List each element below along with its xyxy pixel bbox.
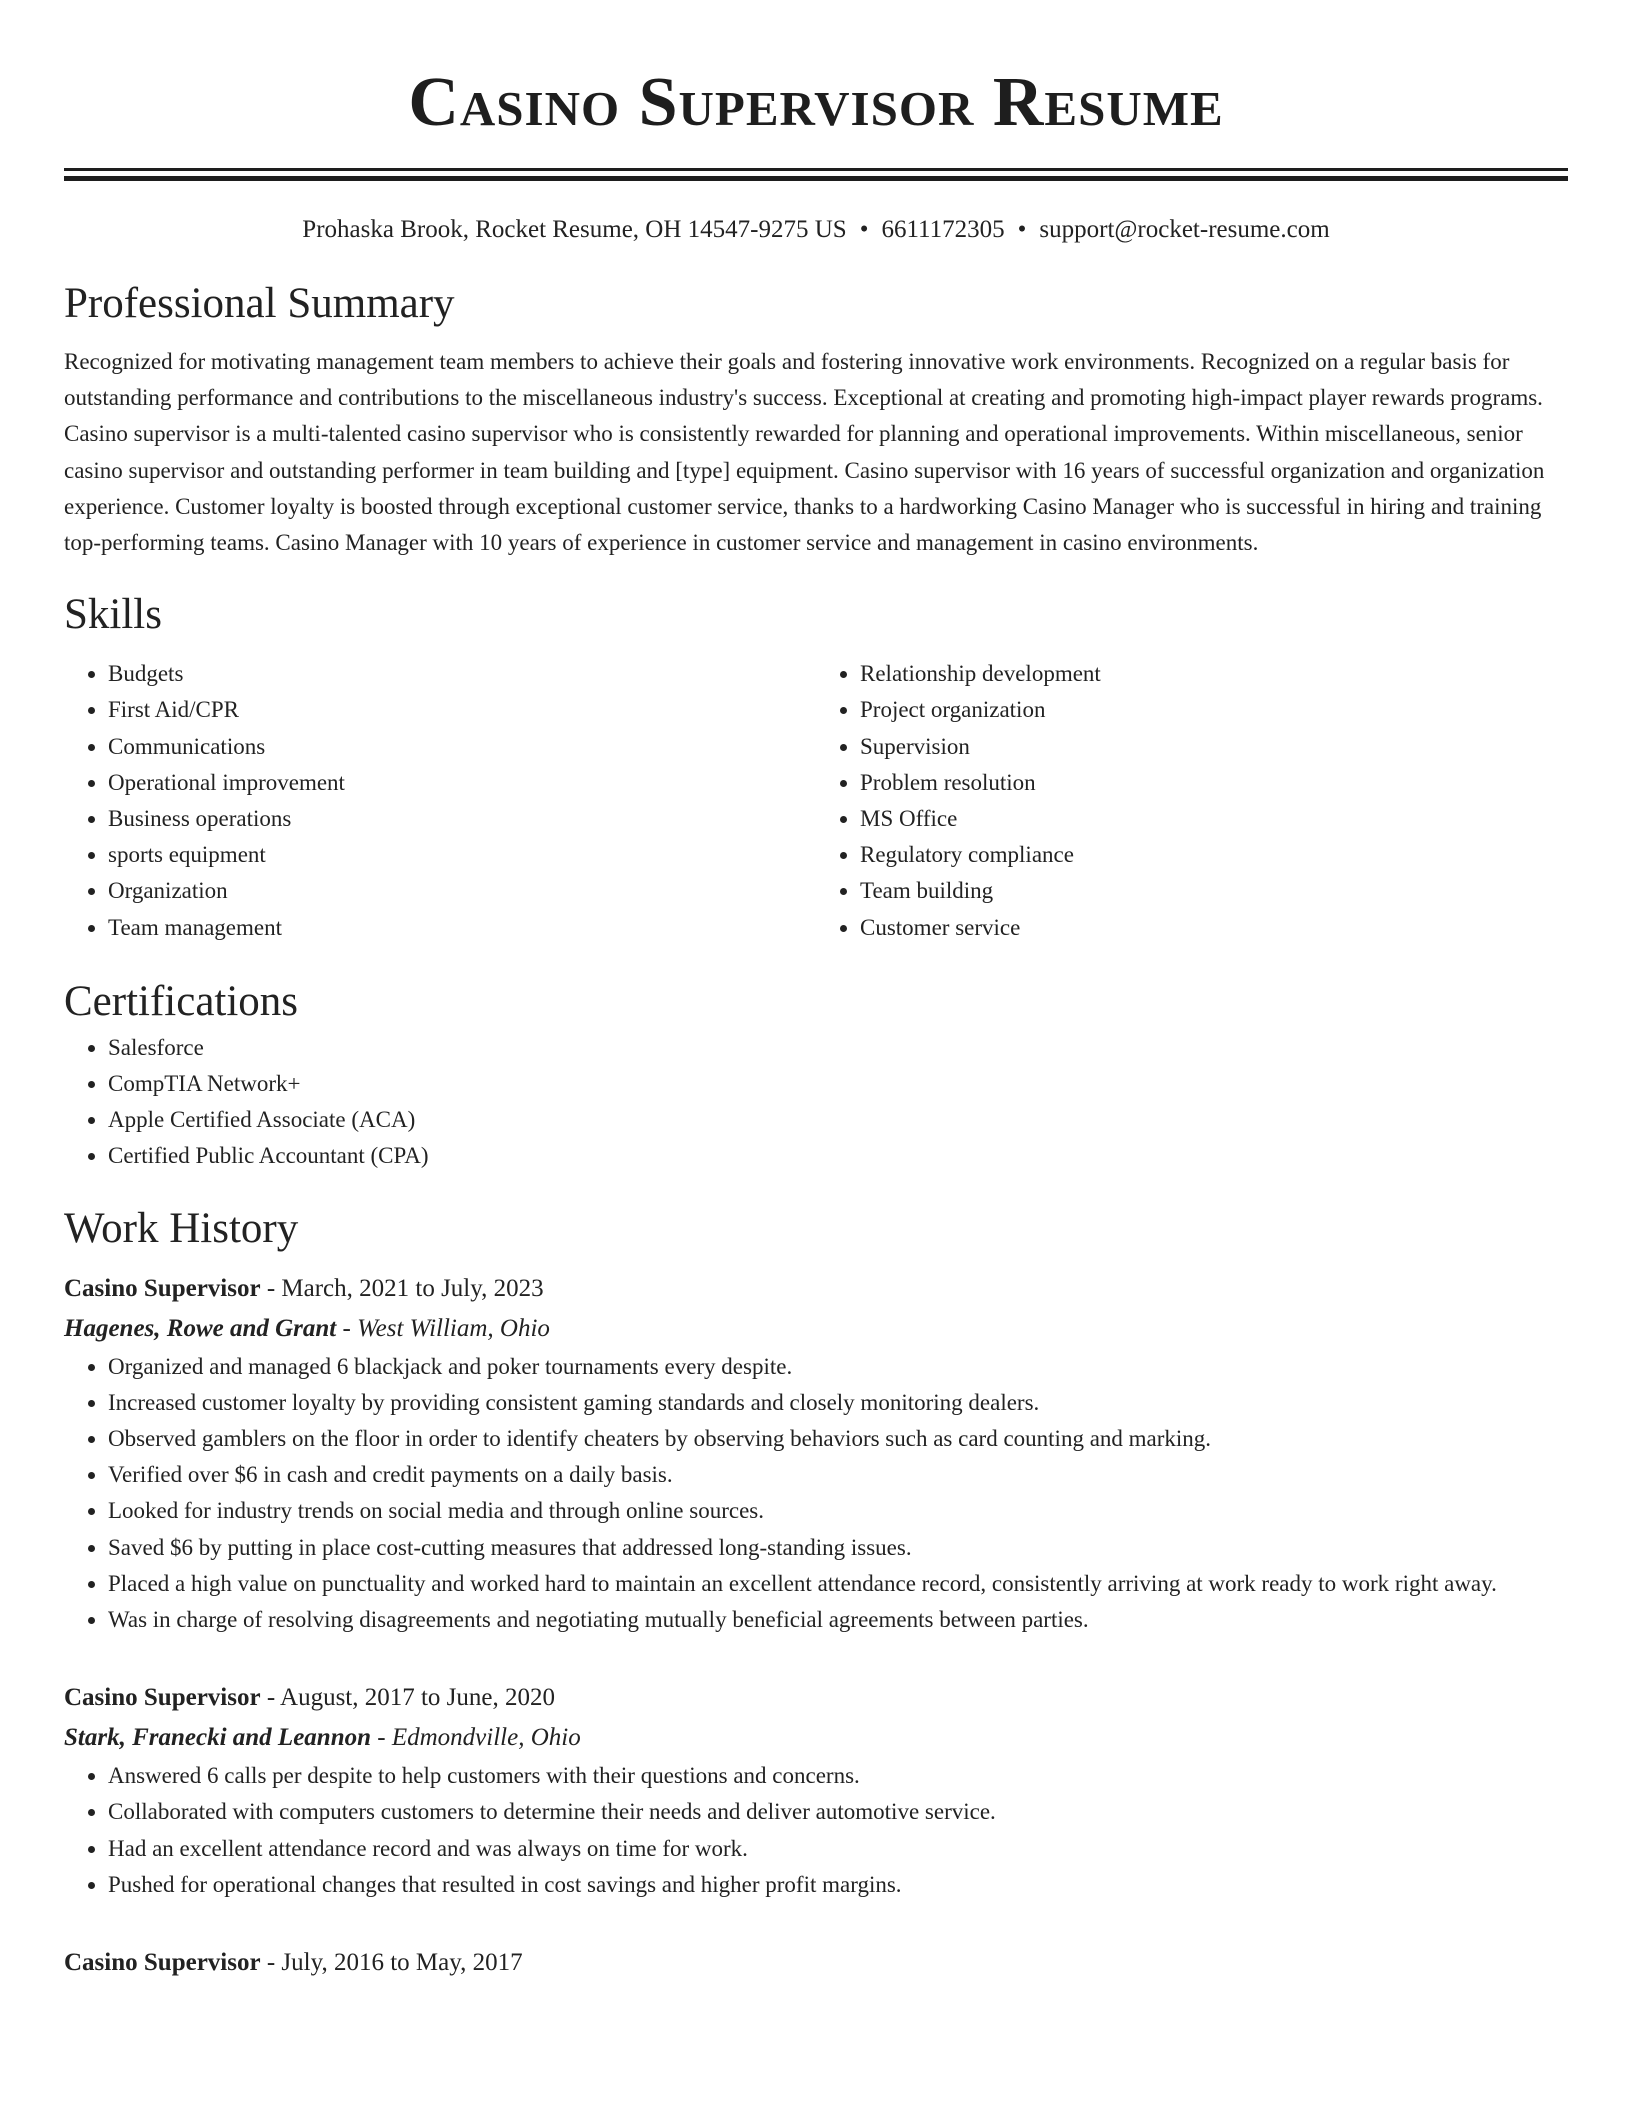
- skills-list-left: [64, 656, 816, 946]
- skill-item: • MS Office: [860, 801, 1568, 837]
- summary-section: [64, 276, 1568, 561]
- skills-columns: [64, 656, 1568, 946]
- job-company: Stark, Franecki and Leannon: [64, 1724, 372, 1752]
- title-rule-top: [64, 168, 1568, 171]
- skill-item: • Team management: [108, 910, 816, 946]
- skill-item: • Problem resolution: [860, 765, 1568, 801]
- skill-item: • Organization: [108, 873, 816, 909]
- duty-item: • Had an excellent attendance record and was always on time for work.: [108, 1831, 1568, 1867]
- duty-item: • Looked for industry trends on social media and through online sources.: [108, 1493, 1568, 1529]
- job-title-line: [64, 1943, 1568, 1983]
- contact-address: Prohaska Brook, Rocket Resume, OH 14547-9275 US: [302, 216, 847, 243]
- contact-separator: •: [859, 216, 869, 243]
- certification-item: • Salesforce: [108, 1030, 1568, 1066]
- summary-text: Recognized for motivating management team members to achieve their goals and fostering innovative work environments. Recognized on a regular basis for outstanding performance and contributions to the miscellaneous industry's success. Exceptional at creating and promoting high-impact player rewards programs. Casino supervisor is a multi-talented casino supervisor who is consistently rewarded for planning and operational improvements. Within miscellaneous, senior casino supervisor and outstanding performer in team building and [type] equipment. Casino supervisor with 16 years of successful organization and organization experience. Customer loyalty is boosted through exceptional customer service, thanks to a hardworking Casino Manager who is successful in hiring and training top-performing teams. Casino Manager with 10 years of experience in customer service and management in casino environments.: [64, 349, 1545, 556]
- duty-item: • Collaborated with computers customers to determine their needs and deliver automotive service.: [108, 1794, 1568, 1830]
- job-duties-list: [64, 1349, 1568, 1639]
- duty-item: • Saved $6 by putting in place cost-cutting measures that addressed long-standing issues.: [108, 1530, 1568, 1566]
- job-role: Casino Supervisor: [64, 1684, 261, 1712]
- duty-item: • Answered 6 calls per despite to help customers with their questions and concerns.: [108, 1758, 1568, 1794]
- skill-item: • First Aid/CPR: [108, 692, 816, 728]
- certifications-list: [64, 1030, 1568, 1175]
- job-role: Casino Supervisor: [64, 1274, 261, 1302]
- skills-list-right: [816, 656, 1568, 946]
- contact-separator: •: [1017, 216, 1027, 243]
- job-location: - West William, Ohio: [336, 1314, 550, 1342]
- job-company-line: [64, 1309, 1568, 1349]
- duty-item: • Was in charge of resolving disagreements and negotiating mutually beneficial agreements between parties.: [108, 1602, 1568, 1638]
- skill-item: • Project organization: [860, 692, 1568, 728]
- resume-title: Casino Supervisor Resume: [408, 64, 1224, 141]
- contact-phone: 6611172305: [881, 216, 1005, 243]
- skill-item: • Team building: [860, 873, 1568, 909]
- job-location: - Edmondville, Ohio: [371, 1724, 581, 1752]
- skills-heading: Skills: [64, 591, 162, 639]
- duty-item: • Increased customer loyalty by providing consistent gaming standards and closely monitoring dealers.: [108, 1385, 1568, 1421]
- summary-heading: Professional Summary: [64, 280, 455, 327]
- work-history-heading: Work History: [64, 1204, 299, 1252]
- skill-item: • Customer service: [860, 910, 1568, 946]
- job-duties-list: [64, 1758, 1568, 1903]
- skill-item: • Relationship development: [860, 656, 1568, 692]
- duty-item: • Observed gamblers on the floor in order to identify cheaters by observing behaviors such as card counting and marking.: [108, 1421, 1568, 1457]
- certification-item: • CompTIA Network+: [108, 1066, 1568, 1102]
- skill-item: • Business operations: [108, 801, 816, 837]
- job-role: Casino Supervisor: [64, 1949, 261, 1977]
- work-history-section: [64, 1201, 1568, 1983]
- job-entry: [64, 1943, 1568, 1983]
- duty-item: • Placed a high value on punctuality and worked hard to maintain an excellent attendance record, consistently arriving at work ready to work right away.: [108, 1566, 1568, 1602]
- job-title-line: [64, 1678, 1568, 1718]
- job-company-line: [64, 1718, 1568, 1758]
- certification-item: • Apple Certified Associate (ACA): [108, 1102, 1568, 1138]
- job-entry: [64, 1269, 1568, 1639]
- duty-item: • Organized and managed 6 blackjack and poker tournaments every despite.: [108, 1349, 1568, 1385]
- skill-item: • Operational improvement: [108, 765, 816, 801]
- skill-item: • Regulatory compliance: [860, 837, 1568, 873]
- duty-item: • Pushed for operational changes that resulted in cost savings and higher profit margins.: [108, 1867, 1568, 1903]
- job-company: Hagenes, Rowe and Grant: [64, 1314, 337, 1342]
- job-dates: - July, 2016 to May, 2017: [260, 1949, 523, 1977]
- contact-email: support@rocket-resume.com: [1039, 216, 1330, 243]
- certifications-heading: Certifications: [64, 977, 299, 1025]
- skill-item: • Supervision: [860, 729, 1568, 765]
- title-rule-bottom: [64, 176, 1568, 181]
- job-title-line: [64, 1269, 1568, 1309]
- skill-item: • sports equipment: [108, 837, 816, 873]
- job-dates: - March, 2021 to July, 2023: [260, 1274, 544, 1302]
- duty-item: • Verified over $6 in cash and credit payments on a daily basis.: [108, 1457, 1568, 1493]
- skills-section: [64, 587, 1568, 946]
- job-entry: [64, 1678, 1568, 1903]
- contact-line: [64, 214, 1568, 246]
- certification-item: • Certified Public Accountant (CPA): [108, 1138, 1568, 1174]
- job-dates: - August, 2017 to June, 2020: [260, 1684, 556, 1712]
- certifications-section: [64, 974, 1568, 1175]
- skill-item: • Budgets: [108, 656, 816, 692]
- skill-item: • Communications: [108, 729, 816, 765]
